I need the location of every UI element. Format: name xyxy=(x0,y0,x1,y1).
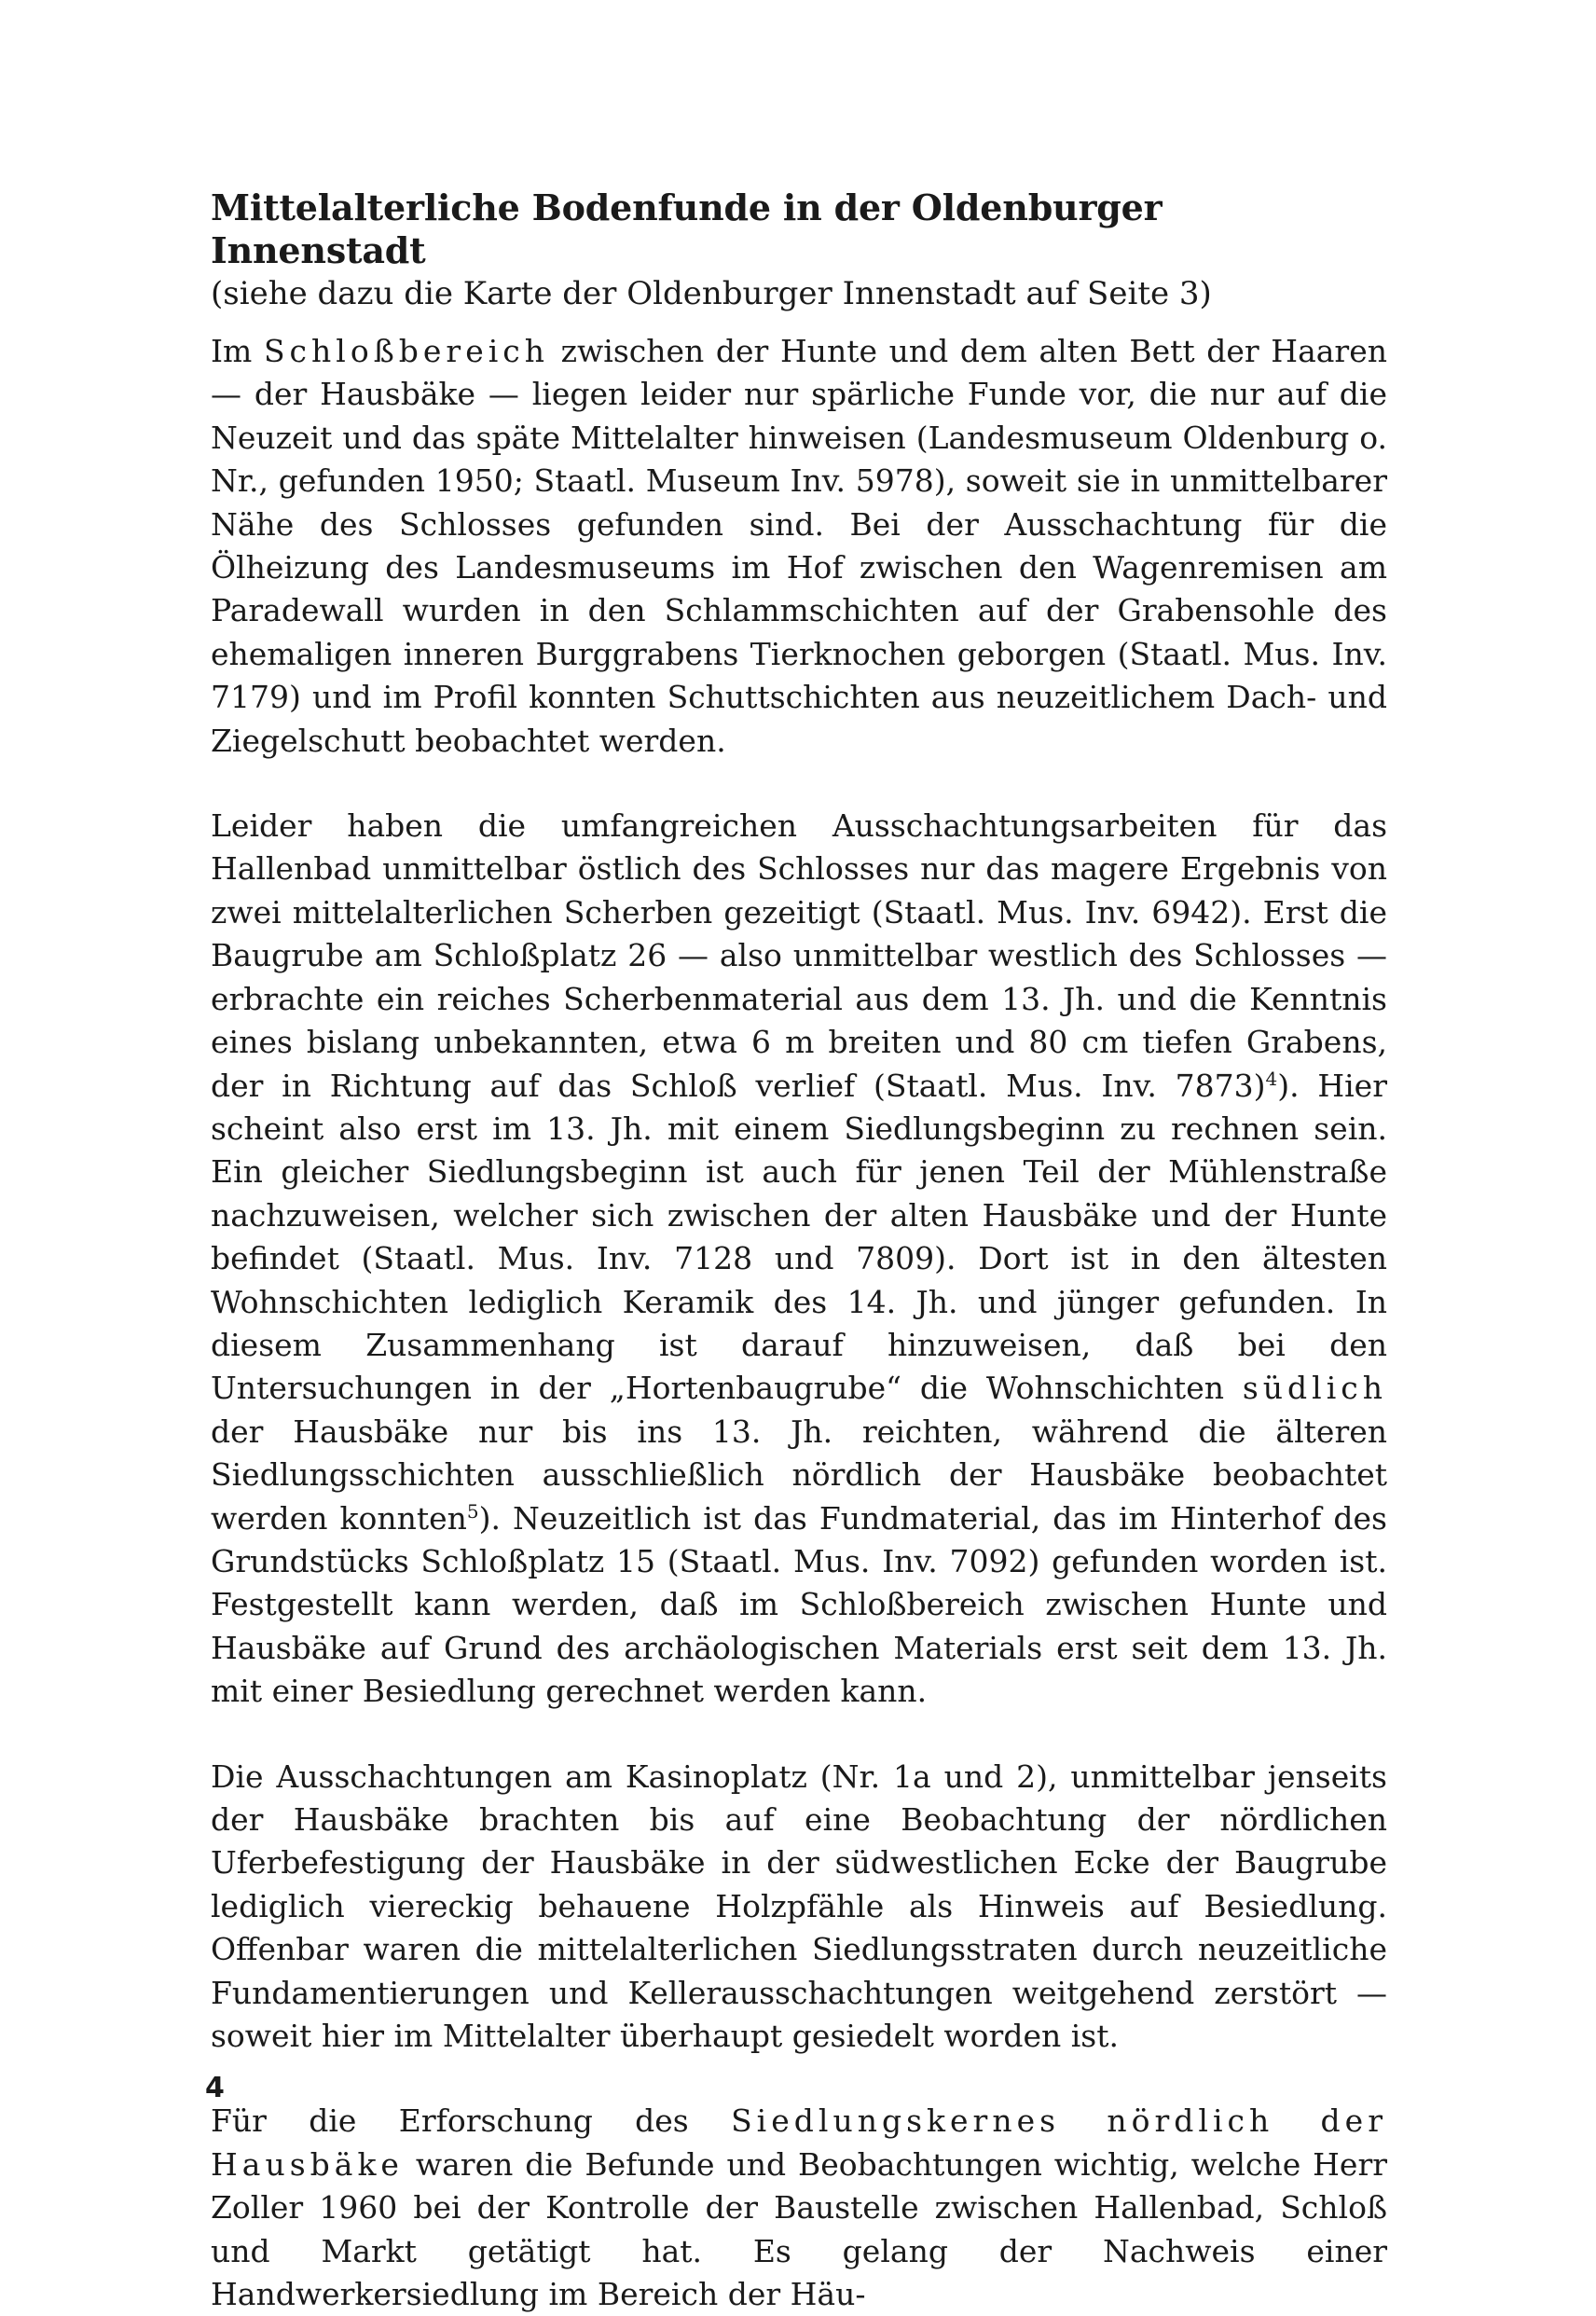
emphasis-siedlungskern: Siedlungskernes nördlich der Hausbäke xyxy=(211,2102,1387,2183)
emphasis-suedlich: südlich xyxy=(1242,1370,1387,1407)
footnote-ref: 4 xyxy=(1265,1067,1278,1090)
paragraph-text: Für die Erforschung des xyxy=(211,2102,732,2140)
emphasis-schlossbereich: Schloßbereich xyxy=(263,333,550,369)
paragraph-kasinoplatz: Die Ausschachtungen am Kasinoplatz (Nr. 1a und 2), unmittelbar jenseits der Hausbäke brachten bis auf eine Beobachtung der nördlichen Uferbefestigung der Hausbäke in der südwestlichen Ecke der Baugrube lediglich viereckig behauene Holzpfähle als Hinweis auf Besiedlung. Offenbar waren die mittelalterlichen Siedlungsstraten durch neuzeitliche Fundamentierungen und Kellerausschachtungen weitgehend zerstört — soweit hier im Mittelalter überhaupt gesiedelt worden ist. xyxy=(211,1758,1387,2055)
paragraph-hallenbad xyxy=(211,805,1387,1714)
paragraph-text: der Hausbäke nur bis ins 13. Jh. reichten, während die älteren Siedlungsschichten ausschließlich nördlich der Hausbäke beobachtet werden konnten xyxy=(211,1413,1387,1537)
paragraph-schlossbereich xyxy=(211,330,1387,763)
paragraph-text: zwischen der Hunte und dem alten Bett der Haaren — der Hausbäke — liegen leider nur spärliche Funde vor, die nur auf die Neuzeit und das späte Mittelalter hinweisen (Landesmuseum Oldenburg o. Nr., gefunden 1950; Staatl. Museum Inv. 5978), soweit sie in unmittelbarer Nähe des Schlosses gefunden sind. Bei der Ausschachtung für die Ölheizung des Landesmuseums im Hof zwischen den Wagenremisen am Paradewall wurden in den Schlammschichten auf der Grabensohle des ehemaligen inneren Burggrabens Tierknochen geborgen (Staatl. Mus. Inv. 7179) und im Profil konnten Schuttschichten aus neuzeitlichem Dach- und Ziegelschutt beobachtet werden. xyxy=(211,333,1387,759)
page-subtitle: (siehe dazu die Karte der Oldenburger Innenstadt auf Seite 3) xyxy=(211,275,1212,312)
paragraph-text: waren die Befunde und Beobachtungen wichtig, welche Herr Zoller 1960 bei der Kontrolle der Baustelle zwischen Hallenbad, Schloß und Markt getätigt hat. Es gelang der Nachweis einer Handwerkersiedlung im Bereich der Häu- xyxy=(211,2145,1387,2313)
text-column xyxy=(211,186,1387,2316)
paragraph-text: ). Hier scheint also erst im 13. Jh. mit einem Siedlungsbeginn zu rechnen sein. Ein gleicher Siedlungsbeginn ist auch für jenen Teil der Mühlenstraße nachzuweisen, welcher sich zwischen der alten Hausbäke und der Hunte befindet (Staatl. Mus. Inv. 7128 und 7809). Dort ist in den ältesten Wohnschichten lediglich Keramik des 14. Jh. und jünger gefunden. In diesem Zusammenhang ist darauf hinzuweisen, daß bei den Untersuchungen in der „Hortenbaugrube“ die Wohnschichten xyxy=(211,1067,1387,1407)
paragraph-siedlungskern xyxy=(211,2100,1387,2316)
paragraph-text: ). Neuzeitlich ist das Fundmaterial, das im Hinterhof des Grundstücks Schloßplatz 15 (Staatl. Mus. Inv. 7092) gefunden worden ist. Festgestellt kann werden, daß im Schloßbereich zwischen Hunte und Hausbäke auf Grund des archäologischen Materials erst seit dem 13. Jh. mit einer Besiedlung gerechnet werden kann. xyxy=(211,1499,1387,1710)
page-number: 4 xyxy=(205,2072,225,2104)
paragraph-lead-word: Im xyxy=(211,333,253,369)
footnote-ref: 5 xyxy=(466,1499,479,1523)
page-title: Mittelalterliche Bodenfunde in der Oldenburger Innenstadt xyxy=(211,186,1163,271)
paragraph-text: Leider haben die umfangreichen Ausschachtungsarbeiten für das Hallenbad unmittelbar östlich des Schlosses nur das magere Ergebnis von zwei mittelalterlichen Scherben gezeitigt (Staatl. Mus. Inv. 6942). Erst die Baugrube am Schloßplatz 26 — also unmittelbar westlich des Schlosses — erbrachte ein reiches Scherbenmaterial aus dem 13. Jh. und die Kenntnis eines bislang unbekannten, etwa 6 m breiten und 80 cm tiefen Grabens, der in Richtung auf das Schloß verlief (Staatl. Mus. Inv. 7873) xyxy=(211,807,1387,1104)
